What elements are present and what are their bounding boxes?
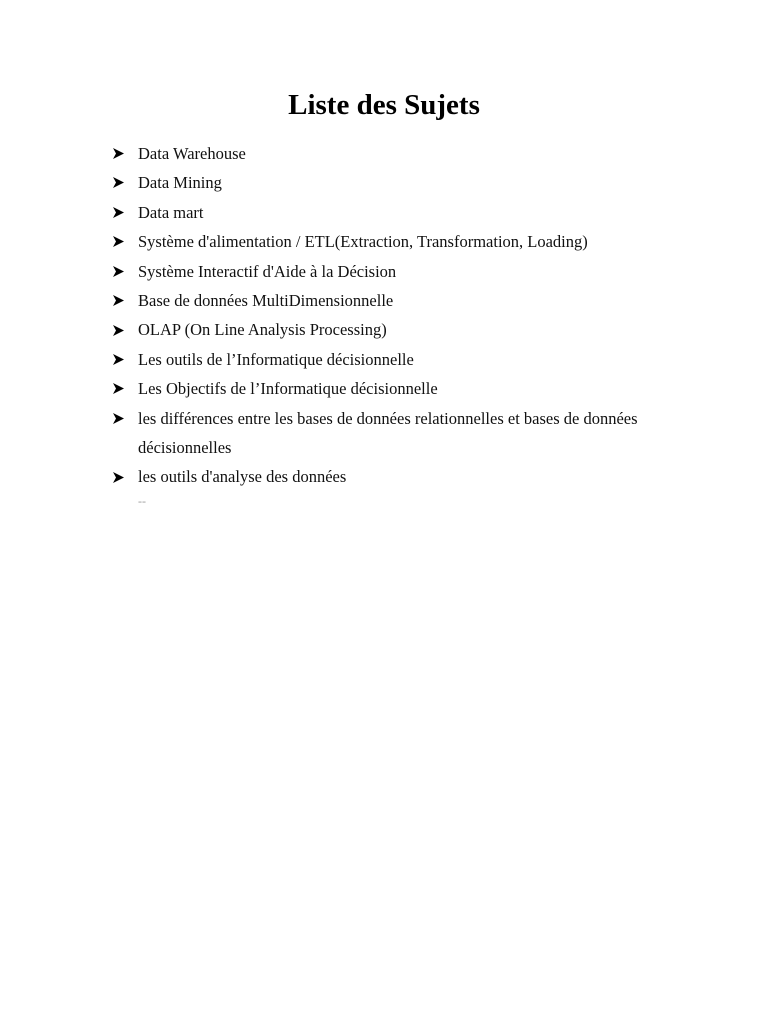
subject-list bbox=[112, 139, 652, 492]
arrowhead-bullet-icon bbox=[112, 315, 128, 344]
list-item bbox=[112, 257, 652, 286]
arrowhead-bullet-icon bbox=[112, 286, 128, 315]
arrowhead-bullet-icon bbox=[112, 139, 128, 168]
arrowhead-bullet-icon bbox=[112, 198, 128, 227]
list-item bbox=[112, 374, 652, 403]
arrowhead-bullet-icon bbox=[112, 374, 128, 403]
list-item bbox=[112, 286, 652, 315]
arrowhead-bullet-icon bbox=[112, 227, 128, 256]
list-item bbox=[112, 168, 652, 197]
list-item-text: OLAP (On Line Analysis Processing) bbox=[138, 320, 387, 340]
list-item bbox=[112, 139, 652, 168]
list-item-text: les outils d'analyse des données bbox=[138, 467, 347, 487]
list-item bbox=[112, 315, 652, 344]
page-title: Liste des Sujets bbox=[288, 89, 480, 121]
list-item-text: Data Warehouse bbox=[138, 144, 246, 163]
list-item-text: Les outils de l’Informatique décisionnelle bbox=[138, 349, 414, 369]
arrowhead-bullet-icon bbox=[112, 462, 128, 491]
list-item bbox=[112, 198, 652, 227]
arrowhead-bullet-icon bbox=[112, 257, 128, 286]
list-item bbox=[112, 404, 638, 463]
arrowhead-bullet-icon bbox=[112, 404, 128, 433]
list-item-text: les différences entre les bases de données relationnelles et bases de données décisionnelles bbox=[138, 408, 638, 458]
arrowhead-bullet-icon bbox=[112, 345, 128, 374]
list-item-text: Data Mining bbox=[138, 173, 222, 193]
list-item bbox=[112, 462, 652, 491]
list-item-text: Data mart bbox=[138, 202, 204, 222]
list-item-text: Base de données MultiDimensionnelle bbox=[138, 291, 394, 311]
list-item bbox=[112, 227, 652, 256]
list-item-text: Système d'alimentation / ETL(Extraction, Transformation, Loading) bbox=[138, 232, 588, 252]
arrowhead-bullet-icon bbox=[112, 168, 128, 197]
trailing-mark: -- bbox=[138, 494, 146, 508]
list-item bbox=[112, 345, 652, 374]
list-item-text: Les Objectifs de l’Informatique décisionnelle bbox=[138, 379, 438, 399]
list-item-text: Système Interactif d'Aide à la Décision bbox=[138, 261, 397, 281]
